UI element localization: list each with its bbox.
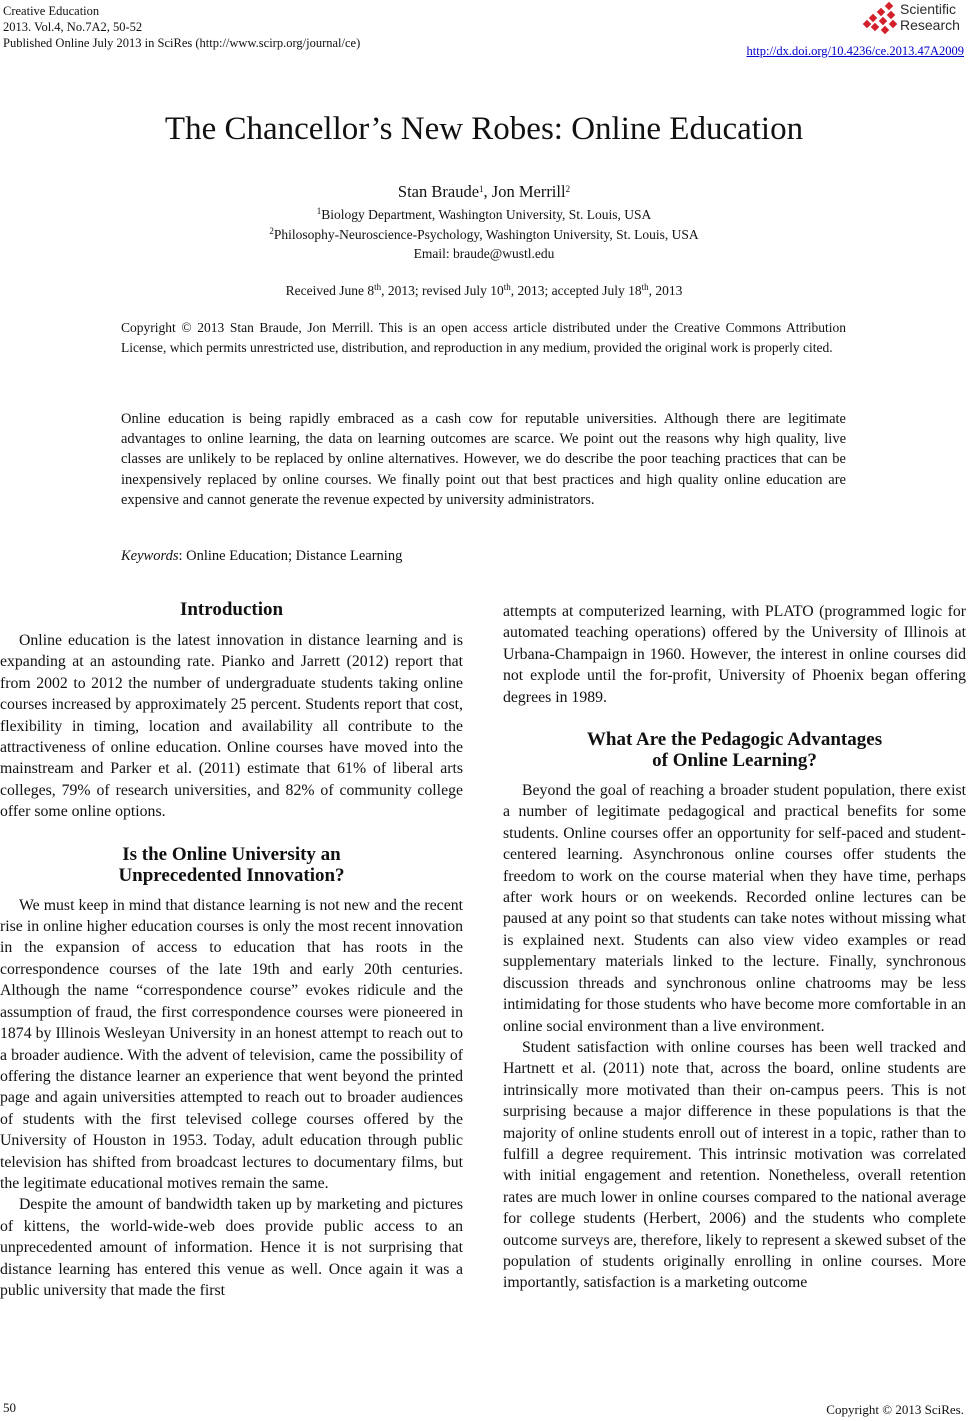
section-heading: What Are the Pedagogic Advantages of Online Learning? (586, 729, 883, 772)
copyright-notice: Copyright © 2013 Stan Braude, Jon Merrill. This is an open access article distributed under the Creative Commons Attribution License, which permits unrestricted use, distribution, and reproduction in any medium, provided the original work is properly cited. (121, 320, 846, 355)
body-column-left (0, 599, 463, 1301)
body-paragraph: Despite the amount of bandwidth taken up by marketing and pictures of kittens, the world-wide-web does provide public access to an unprecedented amount of information. Hence it is not surprising that distance learning has entered this venue as well. Once again it was a public university that made the first (0, 1196, 463, 1299)
page-number: 50 (3, 1400, 16, 1415)
abstract: Online education is being rapidly embraced as a cash cow for reputable universities. Although there are legitimate advantages to online learning, the data on learning outcomes are scarce. We point out the reasons why high quality, live classes are unlikely to be replaced by online alternatives. However, we do describe the poor teaching practices that can be inexpensively replaced by online courses. We finally point out that best practices and high quality online education are expensive and cannot generate the revenue expected by university administrators. (121, 411, 846, 508)
author-list: Stan Braude$^1$, Jon Merrill$^2$ (397, 182, 571, 201)
author-email: Email: braude@wustl.edu (413, 246, 555, 261)
body-paragraph: We must keep in mind that distance learning is not new and the recent rise in online higher education courses is only the most recent innovation in the expansion of access to education that has roots in the correspondence courses of the late 19th and early 20th centuries. Although the name “correspondence course” evokes ridicule and the assumption of fraud, the first correspondence courses were pioneered in 1874 by Illinois Wesleyan University in an honest attempt to reach out to a broader audience. With the advent of television, came the possibility of offering the distance learner an experience that went beyond the printed page and again universities attempted to reach out to broader audiences of students with the first televised college courses offered by the University of Houston in 1953. Today, adult education through public television has shifted from broadcast lectures to documentary films, but the legitimate educational motives remain the same. (0, 896, 463, 1192)
doi-link[interactable]: http://dx.doi.org/10.4236/ce.2013.47A2009 (746, 44, 964, 58)
affiliation-1: $^1$Biology Department, Washington University, St. Louis, USA (316, 206, 652, 222)
logo-text: Scientific Research (900, 1, 960, 33)
section-heading: Is the Online University an Unprecedented Innovation? (118, 843, 345, 886)
section-heading: Introduction (179, 599, 284, 620)
paper-title: The Chancellor’s New Robes: Online Education (164, 111, 804, 147)
keywords-label: Keywords (121, 548, 179, 564)
running-header (3, 3, 360, 51)
body-paragraph: Student satisfaction with online courses has been well tracked and Hartnett et al. (2011) note that, across the board, online students are intrinsically more motivated than their on-campus peers. This is not surprising because a major difference in these populations is that the majority of online students enroll out of interest in a topic, rather than to fulfill a degree requirement. This intrinsic motivation was correlated with initial engagement and retention. Nonetheless, overall retention rates are much lower in online courses compared to the national average for college students (Herbert, 2006) and the students who complete outcome surveys are, therefore, likely to represent a skewed subset of the population of students originally enrolling in online courses. More importantly, satisfaction is a marketing outcome (503, 1038, 966, 1292)
author-name: Stan Braude (397, 182, 480, 201)
keywords-text: : Online Education; Distance Learning (178, 548, 403, 564)
publication-info: Published Online July 2013 in SciRes (http://www.scirp.org/journal/ce) (3, 36, 361, 50)
keywords (121, 546, 402, 566)
body-paragraph: attempts at computerized learning, with PLATO (programmed logic for automated teaching operations) offered by the University of Illinois at Urbana-Champaign in 1960. However, the interest in online courses did not explode until the for-profit, University of Phoenix began offering degrees in 1989. (503, 603, 966, 706)
body-paragraph: Beyond the goal of reaching a broader student population, there exist a number of legitimate pedagogical and practical benefits for some students. Online courses offer an opportunity for self-paced and student-centered learning. Asynchronous online courses offer students the freedom to work on the course material when they have time, perhaps after work hours or on weekends. Recorded online lectures can be paused at any point so that students can take notes without missing what is explained next. Students can also view video examples or read supplementary materials linked to the lecture. Finally, synchronous discussion threads and synchronous online chatrooms may be less intimidating for those students who have become more comfortable in an online social environment than a live environment. (503, 782, 966, 1035)
journal-name: Creative Education (3, 4, 100, 18)
body-paragraph: Online education is the latest innovation in distance learning and is expanding at an astounding rate. Pianko and Jarrett (2012) report that from 2002 to 2012 the number of undergraduate students taking online courses increased by approximately 25 percent. Students report that cost, flexibility in timing, location and availability all contribute to the attractiveness of online education. Online courses have moved into the mainstream and Parker et al. (2011) estimate that 61% of liberal arts colleges, 79% of research universities, and 82% of community college offer some online options. (0, 632, 463, 821)
affiliation-2: $^2$Philosophy-Neuroscience-Psychology, Washington University, St. Louis, USA (269, 226, 699, 242)
journal-volume: 2013. Vol.4, No.7A2, 50-52 (3, 20, 143, 34)
logo-mark-icon (864, 3, 898, 35)
received-dates: Received June 8th, 2013; revised July 10th, 2013; accepted July 18th, 2013 (285, 282, 683, 298)
body-column-right (503, 601, 966, 1294)
footer-copyright: Copyright © 2013 SciRes. (826, 1402, 964, 1417)
publisher-logo (864, 1, 964, 37)
author-name: Jon Merrill (491, 182, 566, 201)
